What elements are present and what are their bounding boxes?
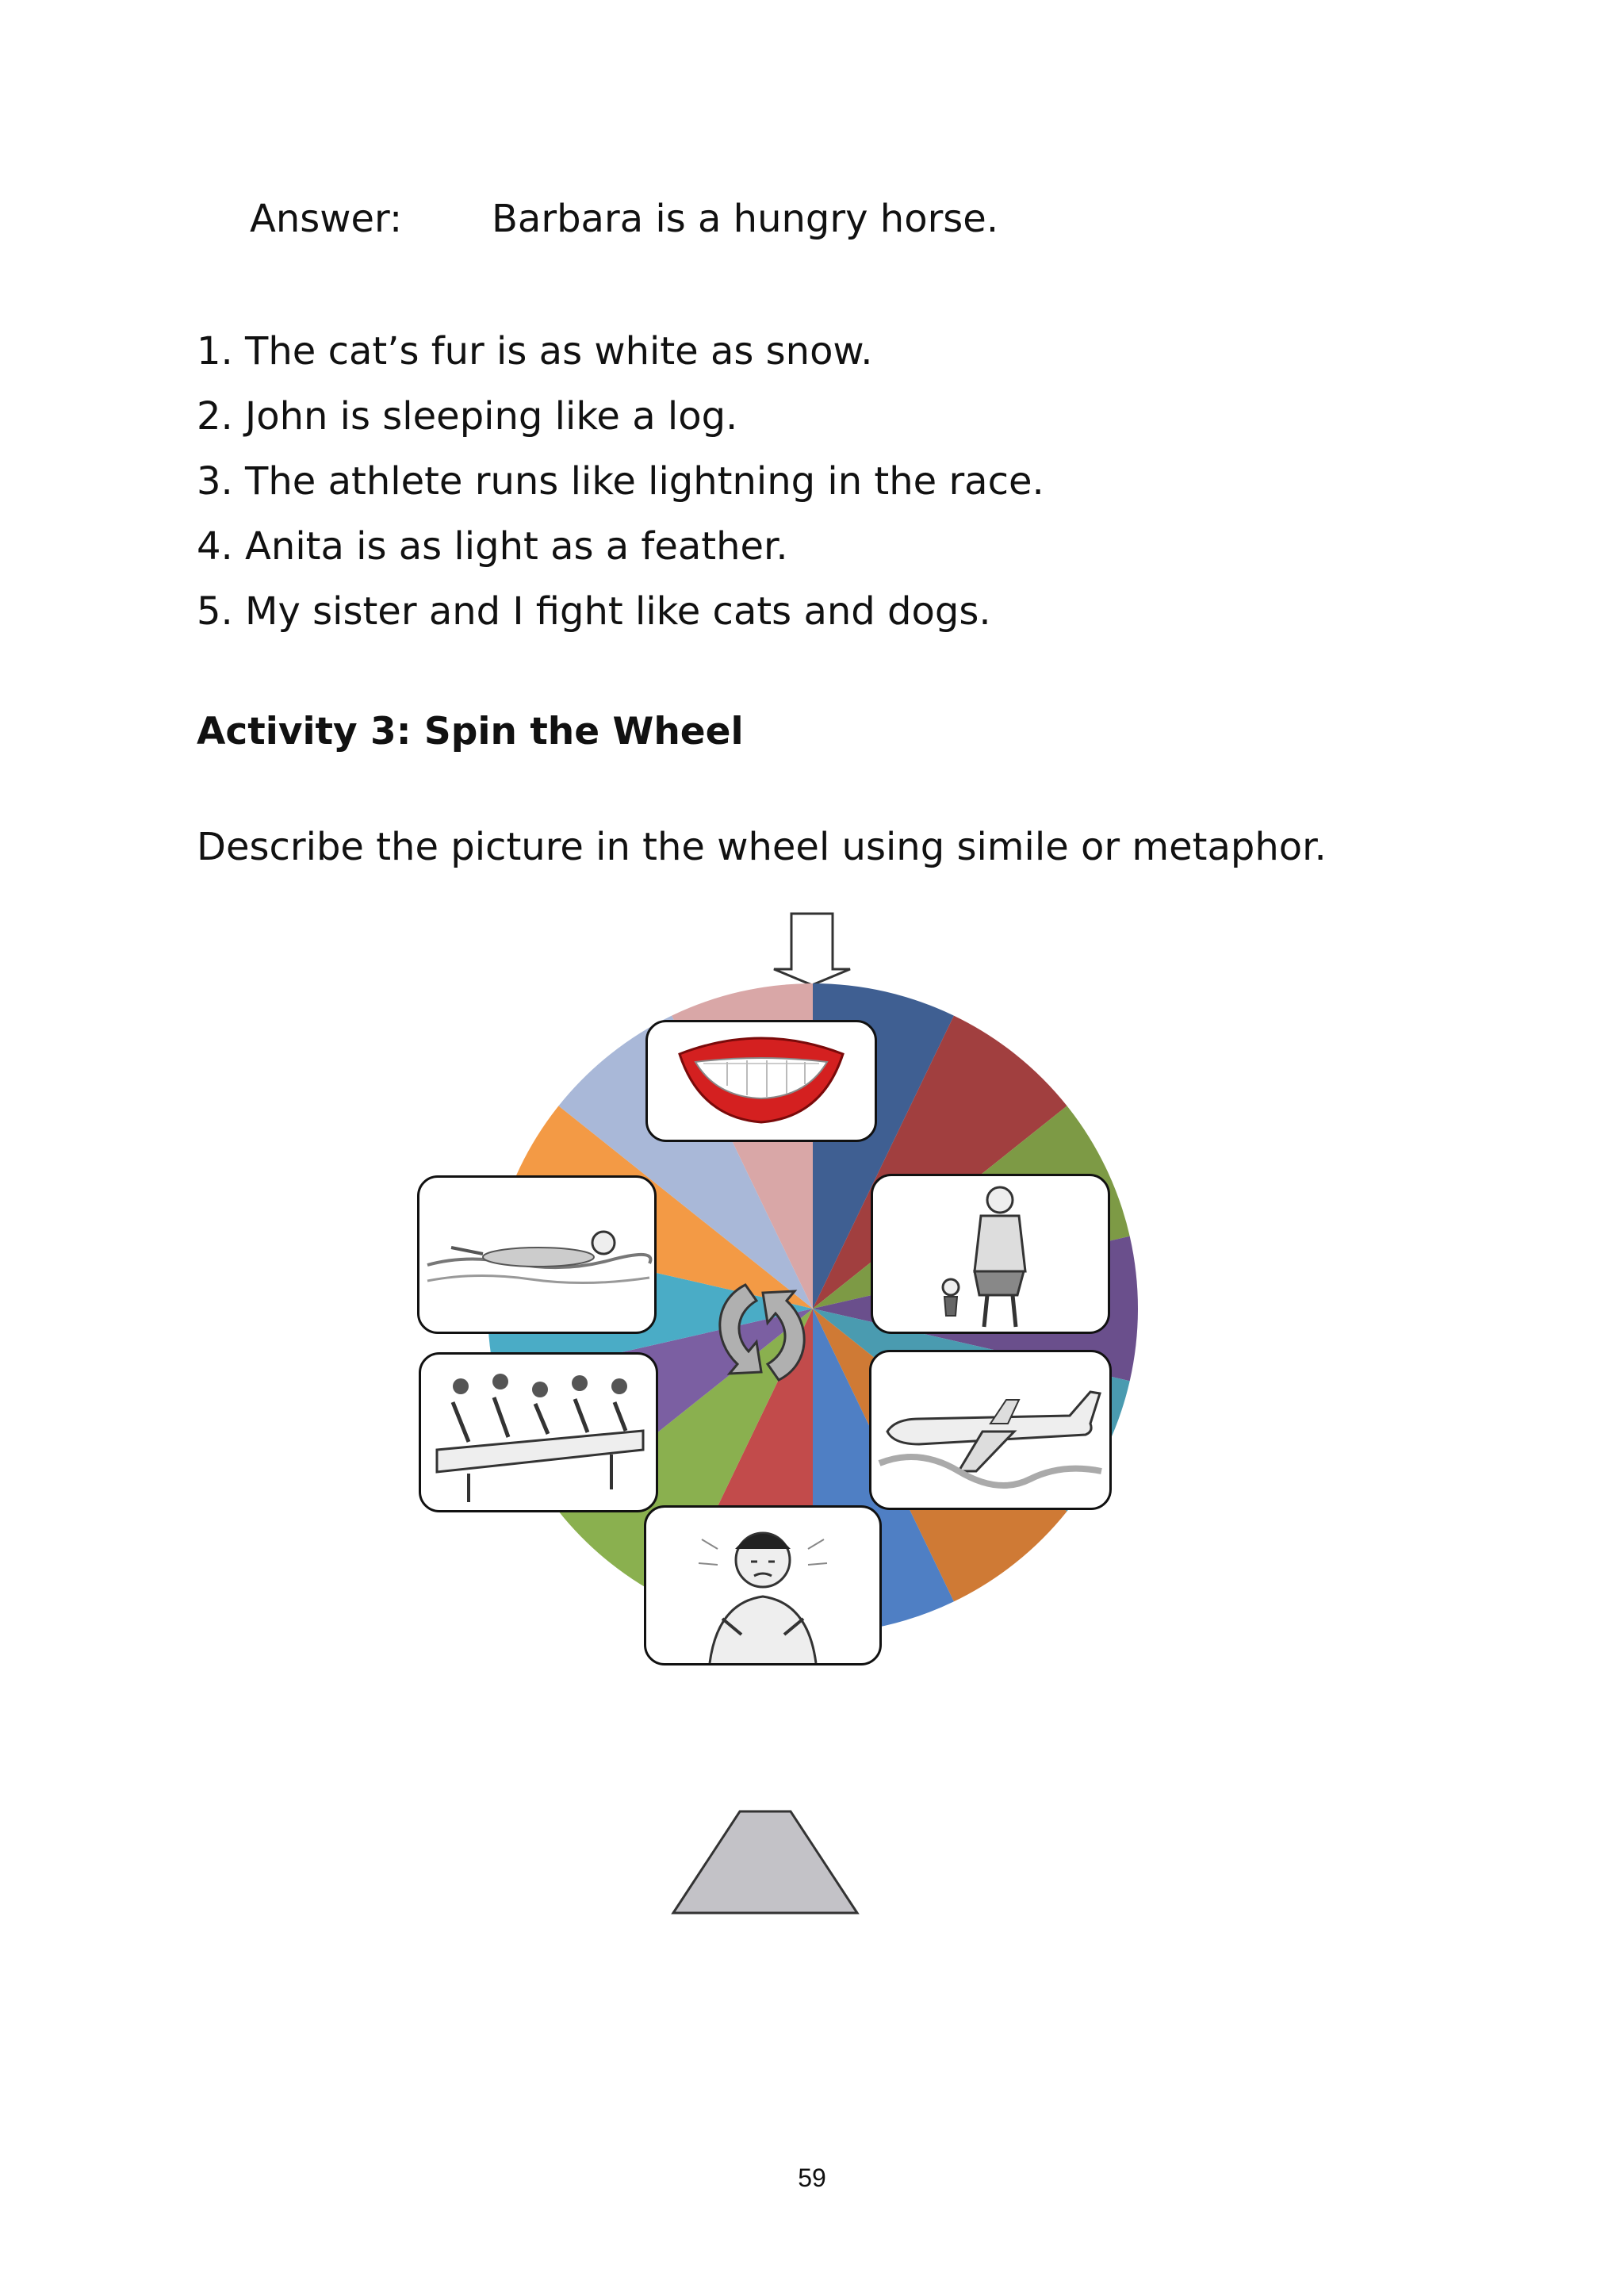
list-item: 3. The athlete runs like lightning in the race. [197, 459, 1044, 504]
exercise-list [197, 325, 1044, 650]
pointer-triangle [670, 1808, 860, 1916]
down-arrow-icon [774, 914, 850, 985]
page-number: 59 [798, 2164, 826, 2192]
list-item: 1. The cat’s fur is as white as snow. [197, 329, 873, 374]
busy-people-picture[interactable] [419, 1352, 658, 1512]
list-item: 2. John is sleeping like a log. [197, 394, 738, 439]
airplane-picture[interactable] [869, 1350, 1112, 1510]
lips-picture[interactable] [645, 1020, 877, 1142]
activity-instruction: Describe the picture in the wheel using simile or metaphor. [197, 825, 1327, 869]
activity-heading: Activity 3: Spin the Wheel [197, 710, 744, 753]
spin-wheel[interactable] [396, 904, 1174, 1697]
list-item: 4. Anita is as light as a feather. [197, 524, 788, 569]
man-and-child-picture[interactable] [871, 1174, 1110, 1334]
answer-text: Barbara is a hungry horse. [492, 197, 999, 241]
swimmer-picture[interactable] [417, 1175, 657, 1334]
tired-man-picture[interactable] [644, 1505, 882, 1665]
list-item: 5. My sister and I fight like cats and dogs. [197, 589, 991, 634]
answer-label: Answer: [250, 197, 403, 241]
